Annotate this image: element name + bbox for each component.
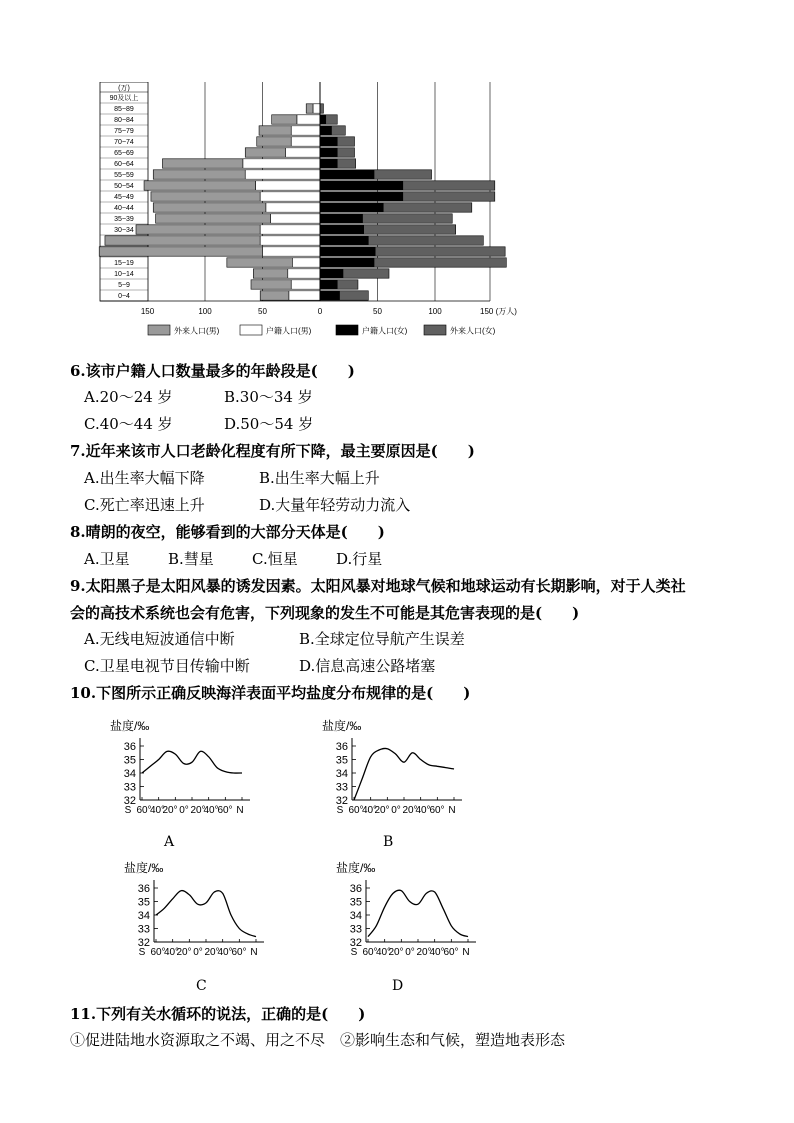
age-label: 80~84 [114, 117, 134, 125]
bar-migrant-male [151, 192, 260, 201]
x-tick-label: 40° [375, 947, 392, 958]
y-tick-label: 32 [335, 795, 348, 807]
age-label: 90及以上 [109, 95, 139, 103]
legend-swatch [240, 325, 262, 335]
bar-migrant-male [144, 181, 256, 190]
bar-migrant-male [259, 126, 291, 135]
bar-registered-male [297, 115, 320, 124]
age-label: 10~14 [114, 271, 134, 279]
bar-registered-male [289, 291, 320, 300]
y-tick-label: 36 [137, 883, 150, 895]
bar-registered-female [320, 126, 332, 135]
q6-option-c: C.40～44 岁 [84, 415, 173, 433]
x-tick-label: N [448, 805, 456, 816]
bar-registered-male [260, 236, 320, 245]
bar-registered-male [291, 280, 320, 289]
question-9-line-2: 会的高技术系统也会有危害，下列现象的发生不可能是其危害表现的是( ) [70, 604, 580, 622]
q7-option-b: B.出生率大幅上升 [259, 469, 380, 487]
x-tick-label: 20° [204, 947, 220, 958]
question-7: 7.近年来该市人口老龄化程度有所下降，最主要原因是( ) [70, 442, 475, 460]
y-tick-label: 33 [123, 781, 136, 794]
x-tick-label: 40° [415, 805, 431, 816]
x-tick-label: 60° [136, 805, 152, 816]
y-tick-label: 33 [349, 923, 362, 936]
legend-swatch [336, 325, 358, 335]
bar-registered-male [286, 148, 321, 157]
x-tick-label: 40° [149, 805, 166, 816]
q9-option-d: D.信息高速公路堵塞 [299, 657, 436, 675]
bar-registered-male [260, 225, 320, 234]
salinity-chart-a [104, 716, 274, 824]
x-tick-label: 40° [163, 947, 180, 958]
bar-migrant-female [364, 225, 456, 234]
bar-migrant-male [227, 258, 293, 267]
x-tick-label: 60° [443, 947, 459, 958]
x-tick-label: N [462, 947, 470, 958]
bar-migrant-male [257, 137, 292, 146]
question-11: 11.下列有关水循环的说法，正确的是( ) [70, 1005, 366, 1023]
bar-migrant-male [105, 236, 260, 245]
bar-migrant-female [337, 280, 358, 289]
x-tick-label: 0 [317, 307, 323, 316]
x-tick-label: N [236, 805, 244, 816]
bar-migrant-male [99, 247, 262, 256]
bar-migrant-female [375, 247, 505, 256]
q8-option-a: A.卫星 [84, 550, 130, 568]
y-tick-label: 35 [335, 754, 348, 767]
x-tick-label: 20° [162, 805, 178, 816]
age-label: 75~79 [114, 128, 134, 136]
x-unit-label: 150 (万人) [480, 307, 517, 316]
chart-label-d: D [392, 978, 404, 994]
legend-label: 外来人口(男) [174, 326, 220, 336]
y-tick-label: 33 [335, 781, 348, 794]
salinity-curve [354, 748, 454, 800]
x-tick-label: 50 [373, 307, 382, 316]
y-tick-label: 32 [123, 795, 136, 807]
x-tick-label: 150 [140, 307, 155, 316]
salinity-curve [368, 890, 468, 936]
bar-migrant-male [251, 280, 291, 289]
y-axis-label: 盐度/‰ [322, 719, 362, 733]
bar-migrant-female [374, 258, 506, 267]
y-tick-label: 35 [137, 896, 150, 909]
bar-migrant-female [374, 170, 432, 179]
bar-migrant-male [136, 225, 260, 234]
bar-registered-female [320, 137, 337, 146]
bar-migrant-male [306, 104, 313, 113]
population-pyramid-chart [90, 82, 540, 354]
y-tick-label: 36 [335, 741, 348, 753]
salinity-curve [156, 891, 256, 937]
bar-registered-female [320, 181, 403, 190]
bar-registered-male [291, 126, 320, 135]
y-tick-label: 35 [123, 754, 136, 767]
age-label: 5~9 [118, 282, 130, 290]
legend-label: 外来人口(女) [450, 326, 496, 336]
age-label: 85~89 [114, 106, 134, 114]
bar-migrant-female [343, 269, 389, 278]
y-tick-label: 35 [349, 896, 362, 909]
bar-registered-male [263, 247, 321, 256]
bar-migrant-male [162, 159, 243, 168]
bar-registered-female [320, 247, 375, 256]
chart-label-b: B [383, 834, 394, 850]
bar-migrant-female [403, 181, 495, 190]
age-label: 65~69 [114, 150, 134, 158]
bar-migrant-male [153, 170, 245, 179]
x-tick-label: 0° [405, 947, 415, 958]
bar-migrant-female [320, 104, 323, 113]
age-label: 0~4 [118, 293, 130, 301]
x-tick-label: 60° [217, 805, 233, 816]
y-tick-label: 34 [349, 910, 362, 922]
bar-registered-female [320, 291, 340, 300]
age-label: 70~74 [114, 139, 134, 147]
chart-label-c: C [196, 978, 207, 994]
x-tick-label: S [138, 947, 146, 958]
bar-registered-female [320, 258, 374, 267]
bar-migrant-male [253, 269, 287, 278]
question-8: 8.晴朗的夜空，能够看到的大部分天体是( ) [70, 523, 385, 541]
x-tick-label: 100 [428, 307, 442, 316]
bar-registered-female [320, 214, 363, 223]
salinity-chart-d [330, 858, 500, 966]
x-tick-label: 0° [179, 805, 189, 816]
bar-migrant-female [337, 137, 354, 146]
q7-option-a: A.出生率大幅下降 [84, 469, 205, 487]
q6-option-b: B.30～34 岁 [224, 388, 313, 406]
x-tick-label: N [250, 947, 258, 958]
bar-migrant-male [153, 203, 266, 212]
x-tick-label: 20° [416, 947, 432, 958]
y-tick-label: 32 [349, 937, 362, 949]
question-10: 10.下图所示正确反映海洋表面平均盐度分布规律的是( ) [70, 684, 471, 702]
bar-migrant-male [260, 291, 289, 300]
x-tick-label: 60° [231, 947, 247, 958]
q9-option-b: B.全球定位导航产生误差 [299, 630, 465, 648]
bar-registered-male [288, 269, 320, 278]
x-tick-label: 20° [374, 805, 390, 816]
bar-registered-female [320, 192, 403, 201]
x-tick-label: 20° [388, 947, 404, 958]
y-tick-label: 34 [335, 768, 348, 780]
x-tick-label: 20° [402, 805, 418, 816]
legend-label: 户籍人口(女) [362, 326, 408, 336]
bar-registered-female [320, 170, 374, 179]
x-tick-label: S [350, 947, 358, 958]
y-tick-label: 34 [123, 768, 136, 780]
x-tick-label: S [336, 805, 344, 816]
bar-registered-female [320, 148, 337, 157]
bar-registered-male [313, 104, 320, 113]
x-tick-label: 40° [429, 947, 445, 958]
bar-registered-female [320, 203, 383, 212]
bar-migrant-male [156, 214, 271, 223]
y-axis-label: 盐度/‰ [336, 861, 376, 875]
y-tick-label: 36 [349, 883, 362, 895]
q6-option-a: A.20～24 岁 [84, 388, 173, 406]
x-tick-label: 100 [198, 307, 212, 316]
x-tick-label: 20° [176, 947, 192, 958]
x-tick-label: 60° [362, 947, 378, 958]
bar-migrant-female [383, 203, 472, 212]
q7-option-d: D.大量年轻劳动力流入 [259, 496, 411, 514]
x-tick-label: 60° [150, 947, 166, 958]
y-tick-label: 34 [137, 910, 150, 922]
bar-registered-male [292, 258, 320, 267]
chart-label-a: A [164, 834, 175, 850]
legend-swatch [424, 325, 446, 335]
bar-registered-female [320, 115, 326, 124]
x-tick-label: 0° [391, 805, 401, 816]
legend-swatch [148, 325, 170, 335]
age-label: 55~59 [114, 172, 134, 180]
x-tick-label: 20° [190, 805, 206, 816]
bar-migrant-male [245, 148, 285, 157]
age-label: 40~44 [114, 205, 134, 213]
x-tick-label: 40° [203, 805, 219, 816]
bar-registered-male [266, 203, 320, 212]
salinity-chart-c [118, 858, 288, 966]
x-tick-label: 50 [258, 307, 267, 316]
y-axis-label: 盐度/‰ [124, 861, 164, 875]
legend-label: 户籍人口(男) [266, 326, 312, 336]
x-tick-label: 0° [193, 947, 203, 958]
age-label: 45~49 [114, 194, 134, 202]
bar-migrant-female [403, 192, 495, 201]
bar-migrant-female [332, 126, 346, 135]
bar-registered-male [243, 159, 320, 168]
q9-option-a: A.无线电短波通信中断 [84, 630, 235, 648]
bar-registered-female [320, 159, 337, 168]
age-label: 35~39 [114, 216, 134, 224]
question-6: 6.该市户籍人口数量最多的年龄段是( ) [70, 362, 355, 380]
age-label: 30~34 [114, 227, 134, 235]
q8-option-c: C.恒星 [252, 550, 298, 568]
y-tick-label: 33 [137, 923, 150, 936]
q6-option-d: D.50～54 岁 [224, 415, 314, 433]
q7-option-c: C.死亡率迅速上升 [84, 496, 205, 514]
q8-option-b: B.彗星 [168, 550, 214, 568]
bar-migrant-female [363, 214, 453, 223]
bar-migrant-female [337, 148, 354, 157]
bar-registered-male [260, 192, 320, 201]
bar-registered-female [320, 236, 368, 245]
bar-registered-male [245, 170, 320, 179]
q11-statement-line: ①促进陆地水资源取之不竭、用之不尽 ②影响生态和气候，塑造地表形态 [70, 1031, 566, 1049]
salinity-chart-b [316, 716, 486, 824]
x-tick-label: 40° [361, 805, 378, 816]
x-tick-label: S [124, 805, 132, 816]
bar-registered-female [320, 225, 364, 234]
salinity-curve [142, 751, 242, 773]
q9-option-c: C.卫星电视节目传输中断 [84, 657, 250, 675]
x-tick-label: 60° [348, 805, 364, 816]
y-tick-label: 32 [137, 937, 150, 949]
bar-registered-female [320, 269, 343, 278]
bar-migrant-female [340, 291, 369, 300]
bar-migrant-male [272, 115, 297, 124]
bar-registered-female [320, 280, 337, 289]
bar-migrant-female [368, 236, 483, 245]
bar-migrant-female [337, 159, 355, 168]
y-tick-label: 36 [123, 741, 136, 753]
unit-label: (万) [118, 85, 130, 92]
age-label: 15~19 [114, 260, 134, 268]
bar-registered-male [291, 137, 320, 146]
age-label: 50~54 [114, 183, 134, 191]
x-tick-label: 40° [217, 947, 233, 958]
question-9-line-1: 9.太阳黑子是太阳风暴的诱发因素。太阳风暴对地球气候和地球运动有长期影响，对于人类社 [70, 577, 686, 595]
x-tick-label: 60° [429, 805, 445, 816]
y-axis-label: 盐度/‰ [110, 719, 150, 733]
age-label: 60~64 [114, 161, 134, 169]
bar-registered-male [256, 181, 320, 190]
bar-migrant-female [326, 115, 338, 124]
bar-registered-male [271, 214, 320, 223]
q8-option-d: D.行星 [336, 550, 383, 568]
